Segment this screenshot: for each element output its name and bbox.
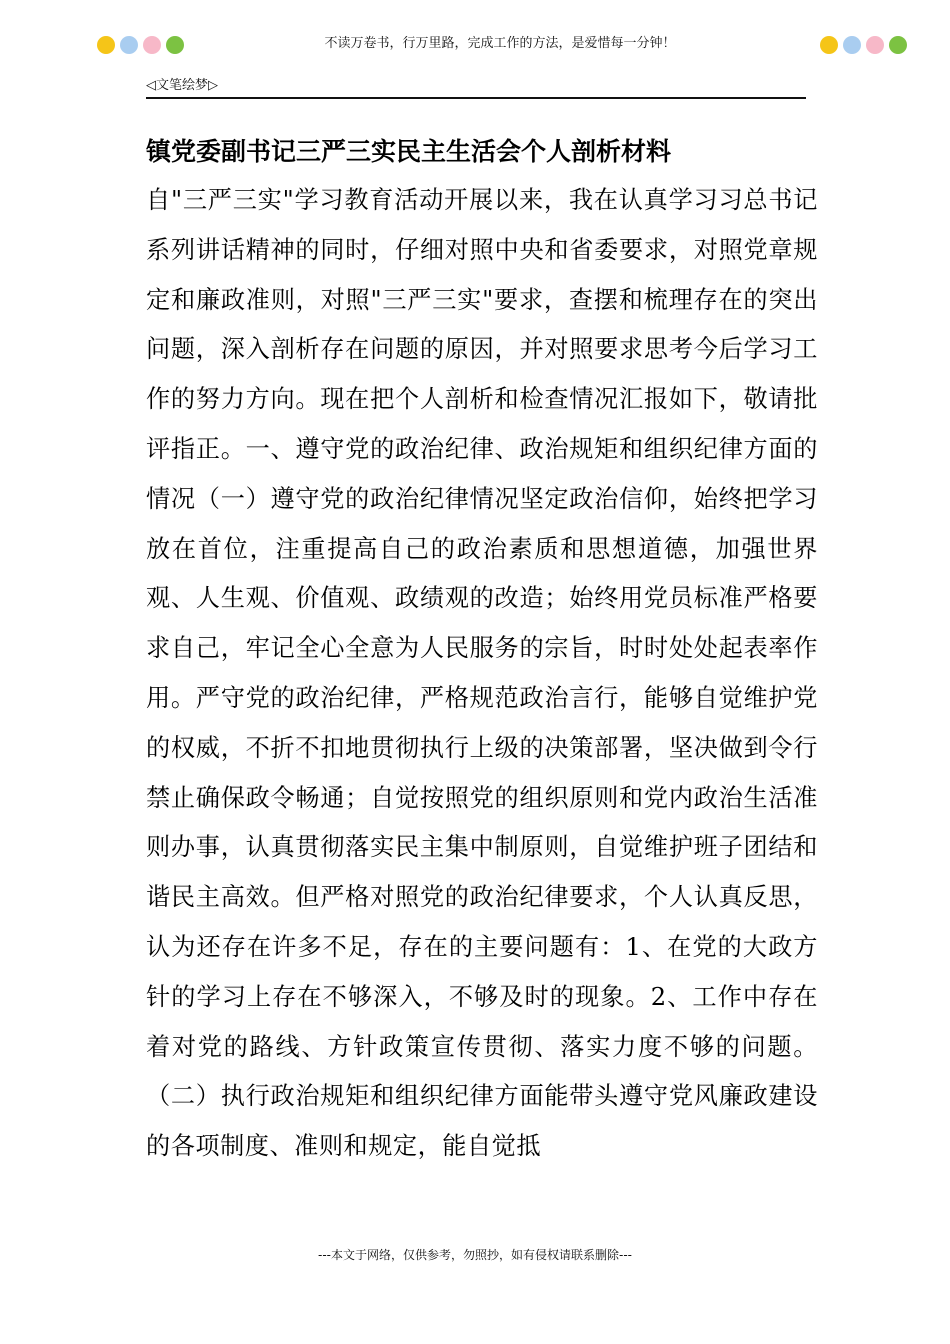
decorative-dots-left	[97, 36, 184, 54]
header-motto: 不读万卷书，行万里路，完成工作的方法，是爱惜每一分钟！	[324, 36, 676, 51]
decorative-dots-right	[820, 36, 907, 54]
green-dot-icon	[166, 36, 184, 54]
pink-dot-icon	[143, 36, 161, 54]
blue-dot-icon	[843, 36, 861, 54]
document-title: 镇党委副书记三严三实民主生活会个人剖析材料	[146, 137, 672, 166]
green-dot-icon	[889, 36, 907, 54]
yellow-dot-icon	[97, 36, 115, 54]
footer-note: ---本文于网络，仅供参考，勿照抄，如有侵权请联系删除---	[318, 1248, 632, 1262]
pink-dot-icon	[866, 36, 884, 54]
document-body: 自"三严三实"学习教育活动开展以来，我在认真学习习总书记系列讲话精神的同时，仔细对照中央和省委要求，对照党章规定和廉政准则，对照"三严三实"要求，查摆和梳理存在的突出问题，深入剖析存在问题的原因，并对照要求思考今后学习工作的努力方向。现在把个人剖析和检查情况汇报如下，敬请批评指正。一、遵守党的政治纪律、政治规矩和组织纪律方面的情况（一）遵守党的政治纪律情况坚定政治信仰，始终把学习放在首位，注重提高自己的政治素质和思想道德，加强世界观、人生观、价值观、政绩观的改造；始终用党员标准严格要求自己，牢记全心全意为人民服务的宗旨，时时处处起表率作用。严守党的政治纪律，严格规范政治言行，能够自觉维护党的权威，不折不扣地贯彻执行上级的决策部署，坚决做到令行禁止确保政令畅通；自觉按照党的组织原则和党内政治生活准则办事，认真贯彻落实民主集中制原则，自觉维护班子团结和谐民主高效。但严格对照党的政治纪律要求，个人认真反思，认为还存在许多不足，存在的主要问题有：1、在党的大政方针的学习上存在不够深入，不够及时的现象。2、工作中存在着对党的路线、方针政策宣传贯彻、落实力度不够的问题。（二）执行政治规矩和组织纪律方面能带头遵守党风廉政建设的各项制度、准则和规定，能自觉抵	[146, 186, 818, 1161]
yellow-dot-icon	[820, 36, 838, 54]
blue-dot-icon	[120, 36, 138, 54]
header-brand: ◁文笔绘梦▷	[146, 78, 218, 93]
header-divider	[146, 97, 806, 99]
